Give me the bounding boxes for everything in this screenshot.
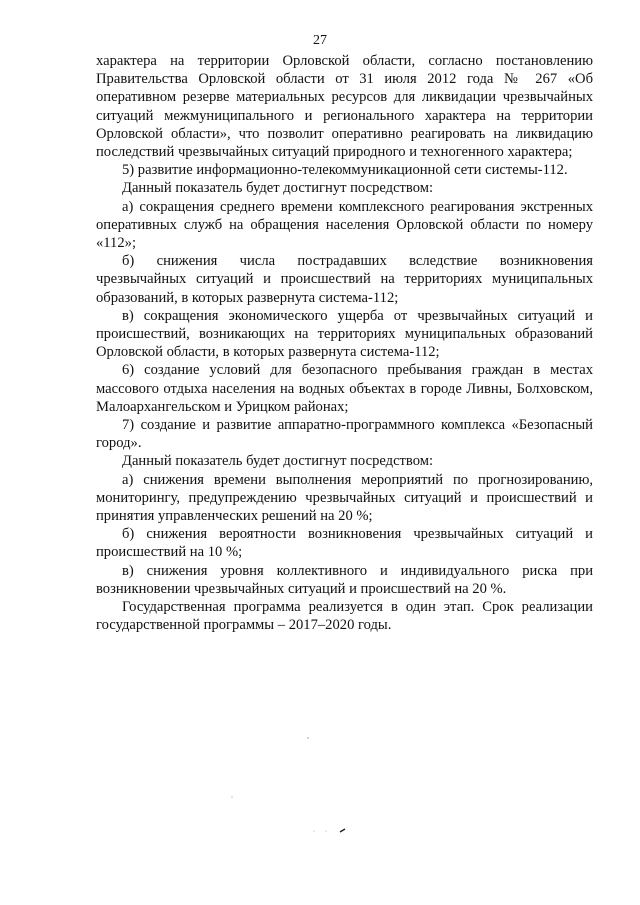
paragraph: Данный показатель будет достигнут посредством:	[122, 453, 434, 470]
scan-speck	[326, 831, 327, 832]
paragraph: характера на территории Орловской области, согласно постановлению Правительства Орловской области от 31 июля 2012 года № 267 «Об оперативном резерве материальных ресурсов для ликвидации чрезвычайных ситуаций межмуниципального и регионального характера на территории Орловской области», что позволит оперативно реагировать на ликвидацию последствий чрезвычайных ситуаций природного и техногенного характера;	[96, 53, 593, 161]
paragraph: 7) создание и развитие аппаратно-программного комплекса «Безопасный город».	[96, 417, 593, 452]
paragraph: б) снижения вероятности возникновения чрезвычайных ситуаций и происшествий на 10 %;	[96, 526, 593, 561]
page-body	[96, 52, 593, 635]
scan-speck	[340, 829, 345, 832]
paragraph: а) сокращения среднего времени комплексного реагирования экстренных оперативных служб на обращения населения Орловской области по номеру «112»;	[96, 198, 593, 252]
page-number: 27	[313, 33, 327, 48]
paragraph: 6) создание условий для безопасного пребывания граждан в местах массового отдыха населения на водных объектах в городе Ливны, Болховском, Малоархангельском и Урицком районах;	[96, 362, 593, 415]
paragraph: в) снижения уровня коллективного и индивидуального риска при возникновении чрезвычайных ситуаций и происшествий на 20 %.	[96, 562, 593, 597]
paragraph: а) снижения времени выполнения мероприятий по прогнозированию, мониторингу, предупреждению чрезвычайных ситуаций и происшествий и принятия управленческих решений на 20 %;	[96, 471, 593, 525]
paragraph: в) сокращения экономического ущерба от чрезвычайных ситуаций и происшествий, возникающих на территориях муниципальных образований Орловской области, в которых развернута система-112;	[96, 307, 593, 361]
scan-speck	[314, 831, 315, 832]
paragraph: б) снижения числа пострадавших вследствие возникновения чрезвычайных ситуаций и происшествий на территориях муниципальных образований, в которых развернута система-112;	[96, 253, 593, 306]
paragraph: Государственная программа реализуется в один этап. Срок реализации государственной программы – 2017–2020 годы.	[96, 599, 593, 634]
paragraph: Данный показатель будет достигнут посредством:	[122, 180, 434, 197]
scan-speck	[307, 737, 308, 738]
scan-speck	[231, 796, 232, 797]
paragraph: 5) развитие информационно-телекоммуникационной сети системы-112.	[122, 162, 568, 179]
